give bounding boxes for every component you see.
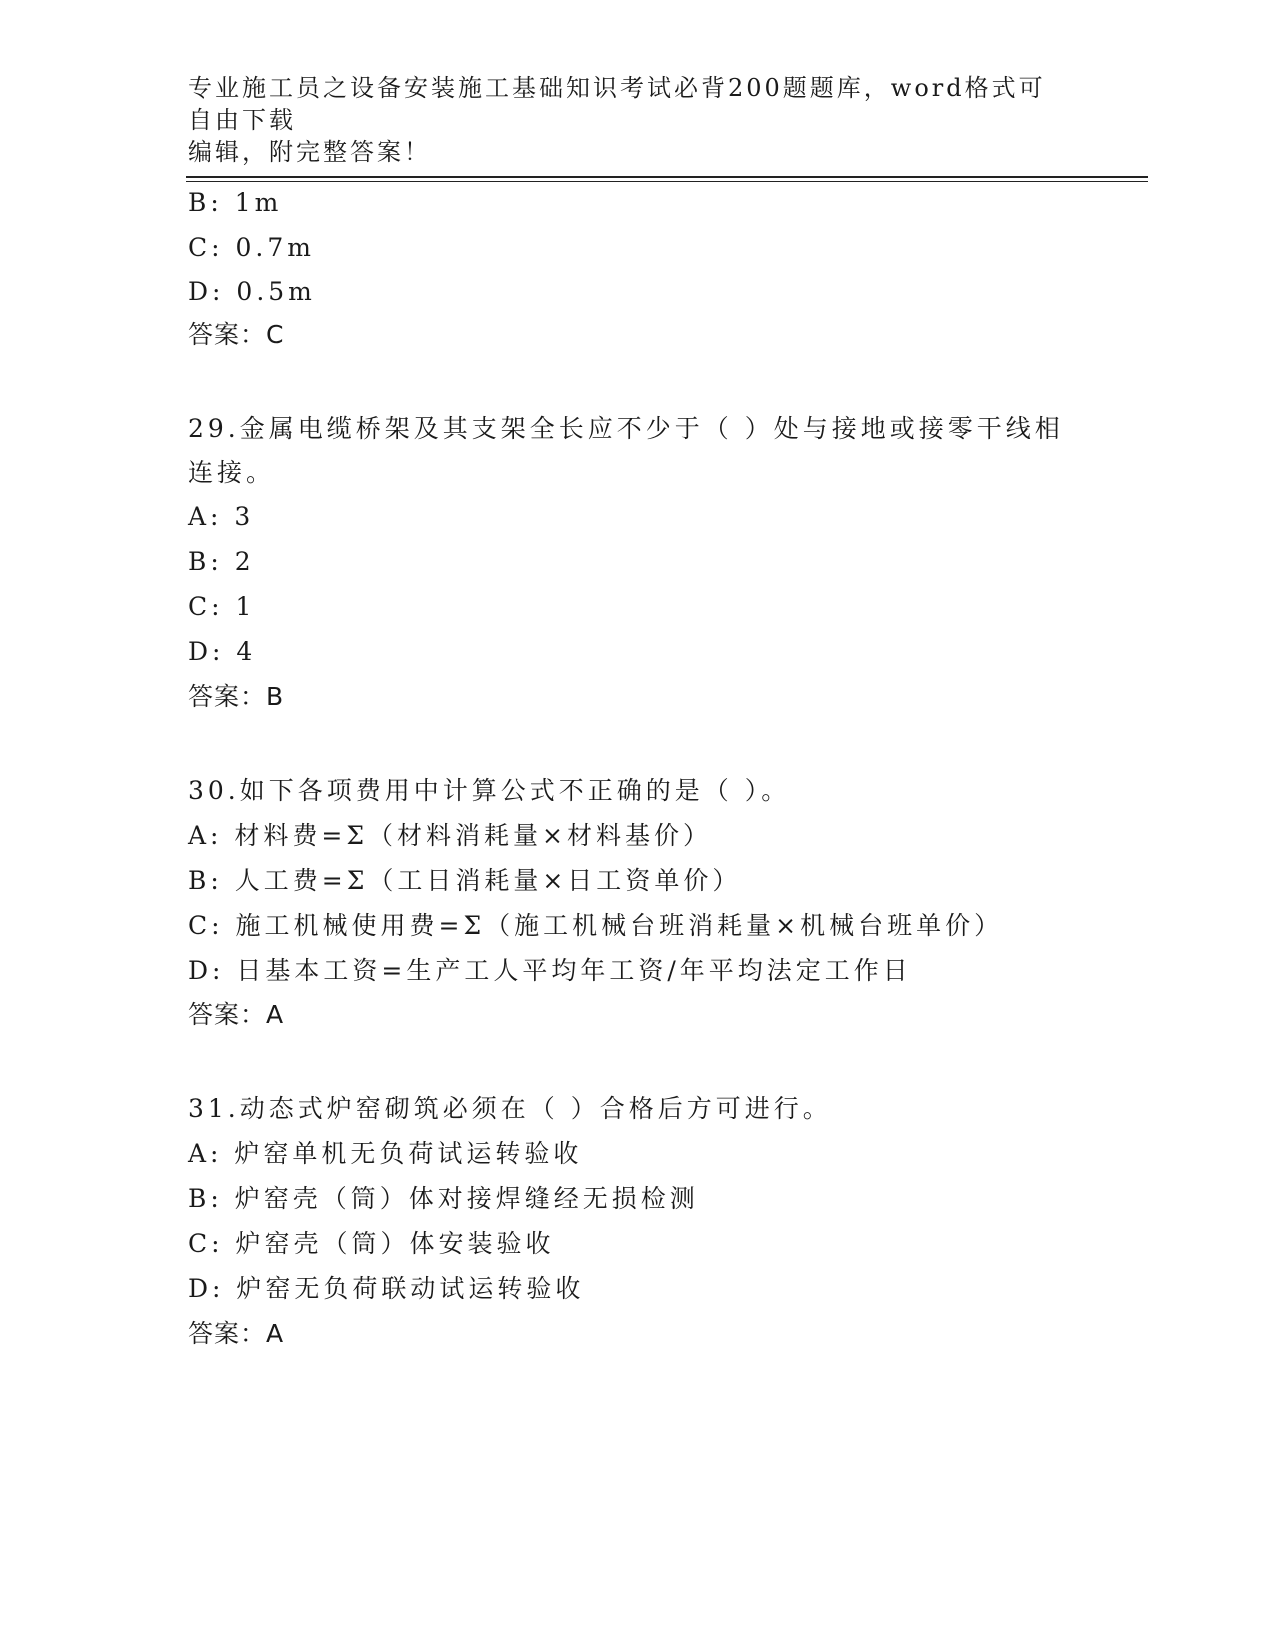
q30-option-d: D: 日基本工资=生产工人平均年工资/年平均法定工作日 bbox=[188, 956, 912, 985]
q30-option-a: A: 材料费=Σ（材料消耗量×材料基价） bbox=[188, 821, 712, 850]
q31-option-b: B: 炉窑壳（筒）体对接焊缝经无损检测 bbox=[188, 1184, 699, 1213]
q29-stem-line-2: 连接。 bbox=[188, 458, 276, 487]
q29-option-a: A: 3 bbox=[188, 502, 255, 531]
q28-option-c: C: 0.7m bbox=[188, 233, 315, 262]
q31-answer: 答案：A bbox=[188, 1319, 285, 1348]
header-divider-thin bbox=[186, 181, 1148, 182]
q31-option-a: A: 炉窑单机无负荷试运转验收 bbox=[188, 1139, 583, 1168]
q29-answer: 答案：B bbox=[188, 682, 285, 711]
q28-option-b: B: 1m bbox=[188, 188, 283, 217]
q31-option-c: C: 炉窑壳（筒）体安装验收 bbox=[188, 1229, 555, 1258]
q31-stem: 31.动态式炉窑砌筑必须在（ ）合格后方可进行。 bbox=[188, 1094, 832, 1123]
q30-option-b: B: 人工费=Σ（工日消耗量×日工资单价） bbox=[188, 866, 742, 895]
q28-option-d: D: 0.5m bbox=[188, 277, 316, 306]
q31-option-d: D: 炉窑无负荷联动试运转验收 bbox=[188, 1274, 585, 1303]
header-title-line-2: 编辑，附完整答案！ bbox=[188, 138, 431, 166]
document-header bbox=[188, 72, 1068, 168]
header-title-line-1: 专业施工员之设备安装施工基础知识考试必背200题题库，word格式可自由下载 bbox=[188, 74, 1046, 134]
q30-option-c: C: 施工机械使用费=Σ（施工机械台班消耗量×机械台班单价） bbox=[188, 911, 1004, 940]
q29-option-d: D: 4 bbox=[188, 637, 257, 666]
q28-answer: 答案：C bbox=[188, 320, 285, 349]
q29-option-b: B: 2 bbox=[188, 547, 255, 576]
header-divider-thick bbox=[186, 176, 1148, 178]
q30-stem: 30.如下各项费用中计算公式不正确的是（ ）。 bbox=[188, 776, 791, 805]
q29-option-c: C: 1 bbox=[188, 592, 256, 621]
q29-stem-line-1: 29.金属电缆桥架及其支架全长应不少于（ ）处与接地或接零干线相 bbox=[188, 414, 1064, 443]
q30-answer: 答案：A bbox=[188, 1000, 285, 1029]
